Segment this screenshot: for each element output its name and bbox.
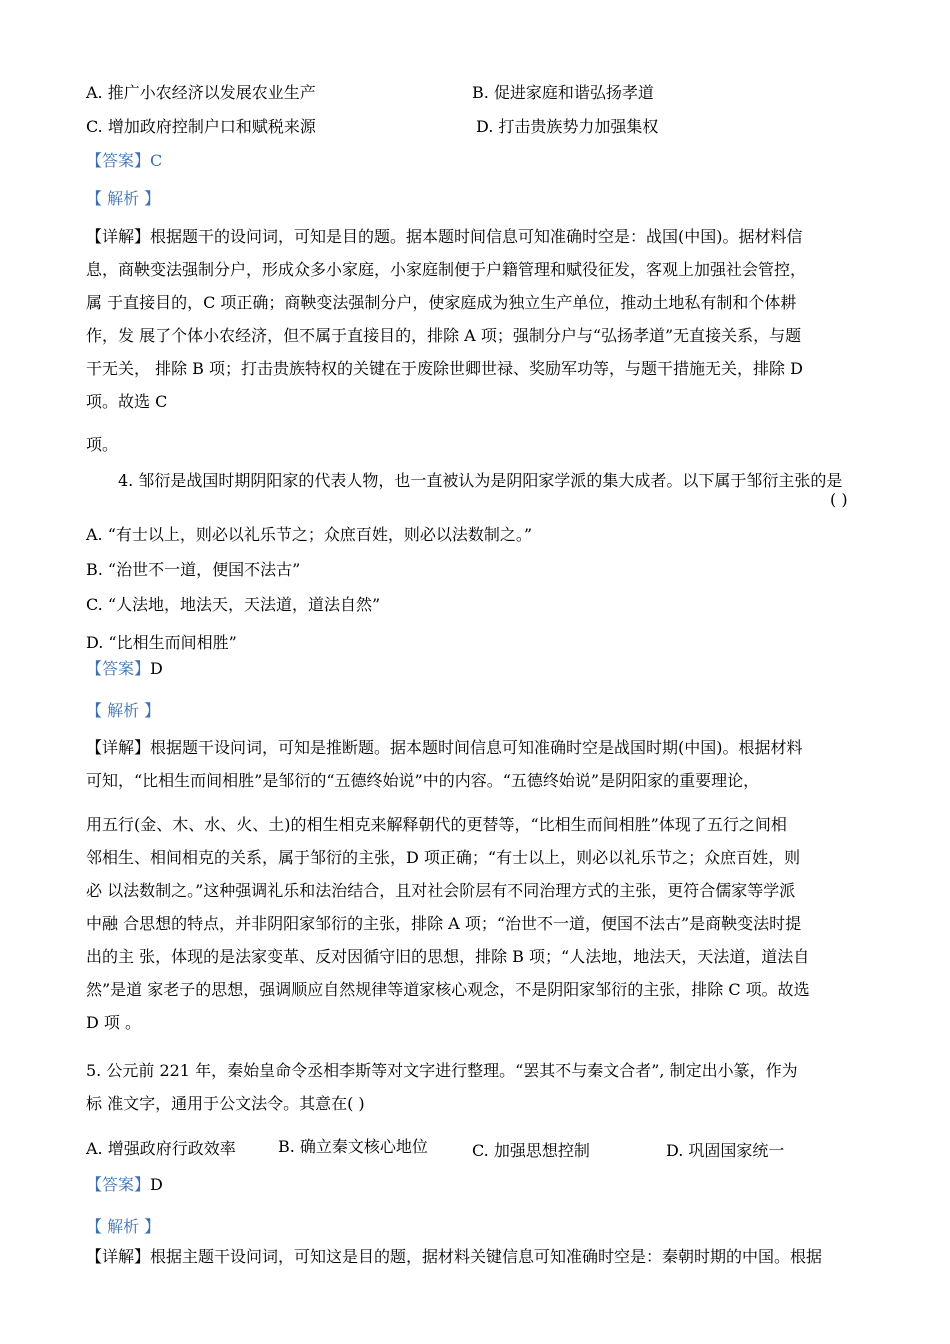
q4-option-d: D. “比相生而间相胜” — [86, 633, 237, 652]
q4-option-a: A. “有士以上，则必以礼乐节之；众庶百姓，则必以法数制之。” — [86, 525, 533, 544]
q4-answer — [86, 658, 163, 680]
detail-line: 邻相生、相间相克的关系，属于邹衍的主张，D 项正确；“有士以上，则必以礼乐节之；众庶百姓，则 — [86, 848, 801, 867]
q3-detail-tail: 项。 — [86, 435, 119, 454]
answer-label: 【答案】 — [86, 659, 151, 678]
q3-option-a: A. 推广小农经济以发展农业生产 — [86, 83, 316, 102]
q5-stem — [86, 1054, 866, 1120]
detail-line: D 项 。 — [86, 1013, 142, 1032]
q5-option-d: D. 巩固国家统一 — [666, 1141, 785, 1160]
detail-line: 中融 合思想的特点，并非阴阳家邹衍的主张，排除 A 项；“治世不一道，便国不法古”是商鞅变法时提 — [86, 914, 802, 933]
q4-option-b: B. “治世不一道，便国不法古” — [86, 560, 301, 579]
detail-line: 必 以法数制之。”这种强调礼乐和法治结合，且对社会阶层有不同治理方式的主张，更符合儒家等学派 — [86, 881, 796, 900]
q3-answer — [86, 150, 162, 172]
q5-answer — [86, 1174, 163, 1196]
q3-option-d: D. 打击贵族势力加强集权 — [476, 117, 659, 136]
q4-option-c: C. “人法地，地法天，天法道，道法自然” — [86, 595, 381, 614]
detail-line: 干无关， 排除 B 项；打击贵族特权的关键在于废除世卿世禄、奖励军功等，与题干措施无关，排除 D — [86, 359, 803, 378]
detail-line: 然”是道 家老子的思想，强调顺应自然规律等道家核心观念，不是阴阳家邹衍的主张，排除 C 项。故选 — [86, 980, 810, 999]
q3-detail — [86, 220, 866, 418]
q5-analysis-label: 【 解析 】 — [86, 1217, 161, 1236]
q5-option-a: A. 增强政府行政效率 — [86, 1139, 236, 1158]
detail-line: 【详解】根据题干的设问词，可知是目的题。据本题时间信息可知准确时空是：战国(中国)。据材料信 — [86, 227, 803, 246]
q3-option-c: C. 增加政府控制户口和赋税来源 — [86, 117, 316, 136]
answer-value: D — [150, 659, 163, 678]
answer-label: 【答案】 — [86, 1175, 151, 1194]
q5-option-b: B. 确立秦文核心地位 — [278, 1137, 428, 1156]
answer-label: 【答案】 — [86, 151, 151, 170]
detail-line: 可知，“比相生而间相胜”是邹衍的“五德终始说”中的内容。“五德终始说”是阴阳家的重要理论， — [86, 771, 760, 790]
q3-option-b: B. 促进家庭和谐弘扬孝道 — [472, 83, 654, 102]
q3-analysis-label: 【 解析 】 — [86, 189, 161, 208]
stem-line: 5. 公元前 221 年，秦始皇命令丞相李斯等对文字进行整理。“罢其不与秦文合者”, 制定出小篆，作为 — [86, 1061, 798, 1080]
detail-line: 属 于直接目的，C 项正确；商鞅变法强制分户，使家庭成为独立生产单位，推动土地私有制和个体耕 — [86, 293, 797, 312]
detail-line: 息，商鞅变法强制分户，形成众多小家庭，小家庭制便于户籍管理和赋役征发，客观上加强社会管控， — [86, 260, 807, 279]
answer-value: D — [150, 1175, 163, 1194]
q4-detail-b — [86, 808, 866, 1039]
detail-line: 用五行(金、木、水、火、土)的相生相克来解释朝代的更替等，“比相生而间相胜”体现了五行之间相 — [86, 815, 787, 834]
stem-line: 标 准文字，通用于公文法令。其意在( ) — [86, 1094, 365, 1113]
q4-analysis-label: 【 解析 】 — [86, 701, 161, 720]
detail-line: 项。故选 C — [86, 392, 168, 411]
q4-stem: 4. 邹衍是战国时期阴阳家的代表人物，也一直被认为是阴阳家学派的集大成者。以下属于邹衍主张的是 — [118, 471, 843, 490]
q4-answer-paren: ( ) — [830, 490, 848, 509]
detail-line: 【详解】根据题干设问词，可知是推断题。据本题时间信息可知准确时空是战国时期(中国)。根据材料 — [86, 738, 803, 757]
detail-line: 作，发 展了个体小农经济，但不属于直接目的，排除 A 项；强制分户与“弘扬孝道”无直接关系，与题 — [86, 326, 802, 345]
q5-detail: 【详解】根据主题干设问词，可知这是目的题，据材料关键信息可知准确时空是：秦朝时期的中国。根据 — [86, 1247, 823, 1266]
detail-line: 出的主 张，体现的是法家变革、反对因循守旧的思想，排除 B 项；“人法地，地法天，天法道，道法自 — [86, 947, 810, 966]
q4-detail-a — [86, 731, 866, 797]
q5-option-c: C. 加强思想控制 — [472, 1141, 590, 1160]
answer-value: C — [150, 151, 163, 170]
